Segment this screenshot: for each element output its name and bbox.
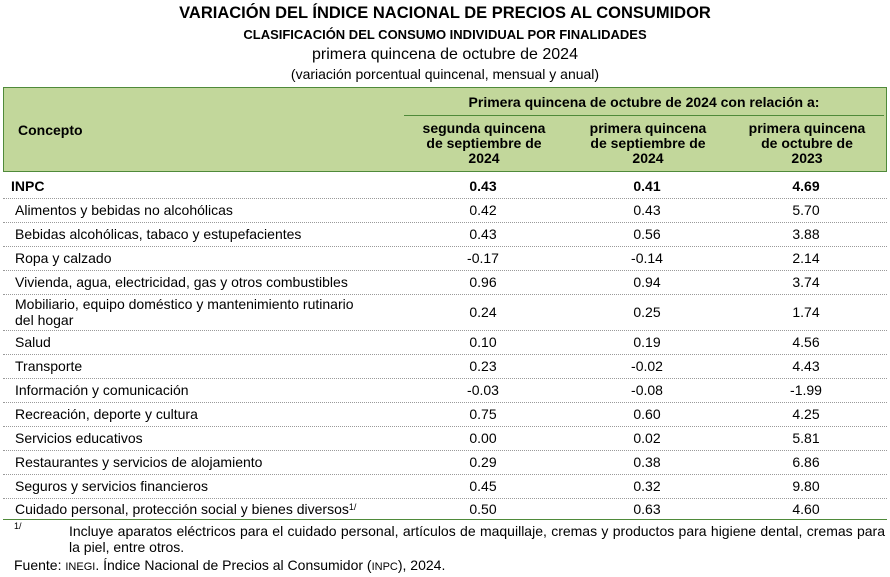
table-row: Recreación, deporte y cultura 0.75 0.60 4.25 xyxy=(3,402,887,427)
group-header: Primera quincena de octubre de 2024 con relación a: xyxy=(468,94,820,110)
concept-header: Concepto xyxy=(18,122,83,138)
table-header xyxy=(3,87,887,172)
footnote-ref: 1/ xyxy=(348,502,357,512)
footnote-mark: 1/ xyxy=(14,521,22,531)
footnote-text: Incluye aparatos eléctricos para el cuidado personal, artículos de maquillaje, cremas y productos para higiene dental, cremas para la piel, entre otros. xyxy=(69,523,885,555)
units-note: (variación porcentual quincenal, mensual y anual) xyxy=(290,66,600,82)
page-subtitle: CLASIFICACIÓN DEL CONSUMO INDIVIDUAL POR FINALIDADES xyxy=(243,27,647,42)
table-bottom-border xyxy=(3,519,887,520)
table-row: Ropa y calzado -0.17 -0.14 2.14 xyxy=(3,246,887,271)
table-row: Información y comunicación -0.03 -0.08 -1.99 xyxy=(3,378,887,403)
column-header-annual: primera quincena de octubre de 2023 xyxy=(748,120,866,166)
table-row: INPC 0.43 0.41 4.69 xyxy=(3,174,887,199)
table-row: Transporte 0.23 -0.02 4.43 xyxy=(3,354,887,379)
table-row: Alimentos y bebidas no alcohólicas 0.42 0.43 5.70 xyxy=(3,198,887,223)
page-title: VARIACIÓN DEL ÍNDICE NACIONAL DE PRECIOS AL CONSUMIDOR xyxy=(179,4,711,22)
table-row: Mobiliario, equipo doméstico y mantenimiento rutinario del hogar 0.24 0.25 1.74 xyxy=(3,294,887,331)
column-header-monthly: primera quincena de septiembre de 2024 xyxy=(589,120,707,166)
table-row: Cuidado personal, protección social y bienes diversos$^{1/}$ 0.50 0.63 4.60 xyxy=(15,501,820,517)
group-header-divider xyxy=(404,115,884,116)
column-header-biweekly: segunda quincena de septiembre de 2024 xyxy=(422,120,546,166)
table-row: Restaurantes y servicios de alojamiento 0.29 0.38 6.86 xyxy=(3,450,887,475)
table-row: Seguros y servicios financieros 0.45 0.32 9.80 xyxy=(3,474,887,499)
table-row: Bebidas alcohólicas, tabaco y estupefacientes 0.43 0.56 3.88 xyxy=(3,222,887,247)
table-row: Salud 0.10 0.19 4.56 xyxy=(3,330,887,355)
table-row: Vivienda, agua, electricidad, gas y otros combustibles 0.96 0.94 3.74 xyxy=(3,270,887,295)
source-note: Fuente: INEGI. Índice Nacional de Precios al Consumidor (INPC), 2024. xyxy=(14,557,446,573)
table-row: Servicios educativos 0.00 0.02 5.81 xyxy=(3,426,887,451)
period-label: primera quincena de octubre de 2024 xyxy=(312,46,578,63)
